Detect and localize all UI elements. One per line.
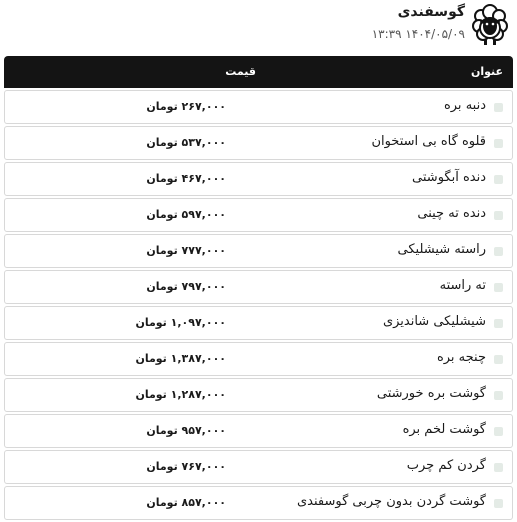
- item-name: دنده ته چینی: [417, 206, 486, 221]
- row-marker-icon: [494, 283, 503, 292]
- table-row[interactable]: [4, 486, 513, 520]
- item-name: چنجه بره: [436, 350, 486, 365]
- item-name: ته راسته: [439, 278, 486, 293]
- table-row[interactable]: [4, 162, 513, 196]
- row-marker-icon: [494, 463, 503, 472]
- item-price: ۱,۲۸۷,۰۰۰ تومان: [135, 388, 226, 401]
- table-header: [4, 56, 513, 88]
- item-price: ۱,۳۸۷,۰۰۰ تومان: [135, 352, 226, 365]
- page-title: گوسفندی: [397, 4, 465, 20]
- item-price: ۷۷۷,۰۰۰ تومان: [146, 244, 226, 257]
- item-price: ۵۹۷,۰۰۰ تومان: [146, 208, 226, 221]
- table-row[interactable]: [4, 234, 513, 268]
- item-name: گردن کم چرب: [406, 458, 486, 473]
- row-marker-icon: [494, 211, 503, 220]
- table-row[interactable]: [4, 450, 513, 484]
- item-price: ۲۶۷,۰۰۰ تومان: [146, 100, 226, 113]
- item-name: شیشلیکی شاندیزی: [382, 314, 486, 329]
- table-row[interactable]: [4, 198, 513, 232]
- item-name: گوشت گردن بدون چربی گوسفندی: [296, 494, 486, 509]
- header: [0, 0, 517, 56]
- item-price: ۸۵۷,۰۰۰ تومان: [146, 496, 226, 509]
- table-row[interactable]: [4, 90, 513, 124]
- sheep-icon: [471, 2, 509, 46]
- table-row[interactable]: [4, 270, 513, 304]
- item-price: ۱,۰۹۷,۰۰۰ تومان: [135, 316, 226, 329]
- price-table: [4, 56, 513, 520]
- row-marker-icon: [494, 139, 503, 148]
- item-price: ۷۶۷,۰۰۰ تومان: [146, 460, 226, 473]
- column-header-price: قیمت: [225, 65, 256, 78]
- row-marker-icon: [494, 319, 503, 328]
- update-date: ۱۴۰۴/۰۵/۰۹ ۱۳:۳۹: [371, 27, 465, 41]
- item-name: گوشت لخم بره: [402, 422, 486, 437]
- item-name: راسته شیشلیکی: [397, 242, 486, 257]
- item-name: دنبه بره: [443, 98, 486, 113]
- table-row[interactable]: [4, 342, 513, 376]
- item-name: دنده آبگوشتی: [412, 170, 486, 185]
- item-price: ۵۳۷,۰۰۰ تومان: [146, 136, 226, 149]
- item-price: ۴۶۷,۰۰۰ تومان: [146, 172, 226, 185]
- row-marker-icon: [494, 355, 503, 364]
- table-row[interactable]: [4, 378, 513, 412]
- item-name: قلوه گاه بی استخوان: [371, 134, 486, 149]
- item-price: ۹۵۷,۰۰۰ تومان: [146, 424, 226, 437]
- item-price: ۷۹۷,۰۰۰ تومان: [146, 280, 226, 293]
- row-marker-icon: [494, 427, 503, 436]
- row-marker-icon: [494, 499, 503, 508]
- row-marker-icon: [494, 103, 503, 112]
- row-marker-icon: [494, 247, 503, 256]
- row-marker-icon: [494, 175, 503, 184]
- table-row[interactable]: [4, 306, 513, 340]
- row-marker-icon: [494, 391, 503, 400]
- table-row[interactable]: [4, 126, 513, 160]
- item-name: گوشت بره خورشتی: [376, 386, 486, 401]
- column-header-title: عنوان: [470, 65, 503, 78]
- table-row[interactable]: [4, 414, 513, 448]
